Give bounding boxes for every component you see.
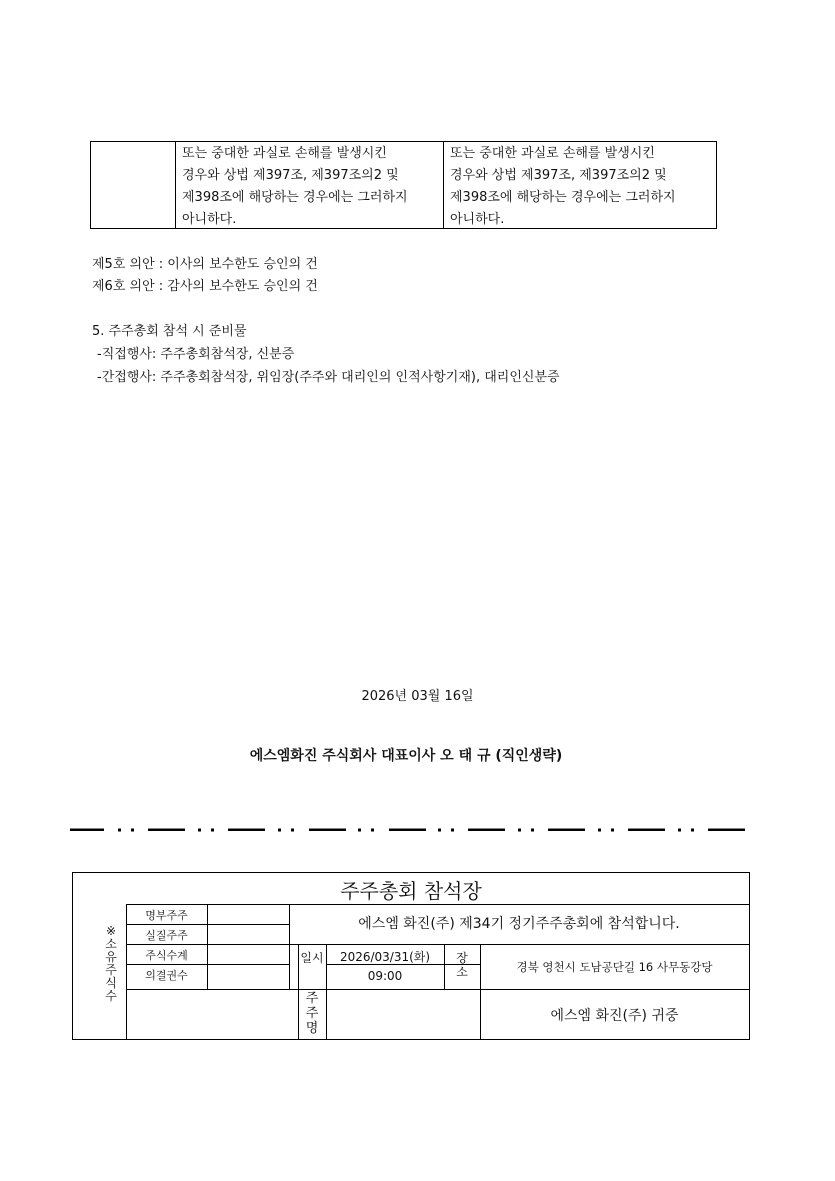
articles-comparison-table [90,141,717,229]
ticket-title: 주주총회 참석장 [340,879,482,903]
place-label: 장소 [456,951,468,979]
shareholder-name-field [327,990,479,1038]
table-cell-amended [444,142,716,228]
attendance-statement: 에스엠 화진(주) 제34기 정기주주총회에 참석합니다. [358,916,680,932]
addressee: 에스엠 화진(주) 귀중 [550,1008,679,1024]
table-text-line: 경우와 상법 제397조, 제397조의2 및 [182,168,399,183]
shares-owned-label: ※소유주식수 [105,924,117,1003]
prep-direct: -직접행사: 주주총회참석장, 신분증 [97,347,295,362]
prep-indirect: -간접행사: 주주총회참석장, 위임장(주주와 대리인의 인적사항기재), 대리인신분증 [97,370,560,385]
meeting-date: 2026/03/31(화) [339,950,431,964]
admission-ticket [72,872,750,1040]
meeting-time: 09:00 [367,969,403,983]
meeting-place: 경북 영천시 도남공단길 16 사무동강당 [516,960,713,974]
shareholder-name-label: 주주명 [305,991,319,1036]
table-label-cell [91,142,176,228]
table-text-line: 또는 중대한 과실로 손해를 발생시킨 [450,146,655,161]
company-signature: 에스엠화진 주식회사 대표이사 오 태 규 (직인생략) [249,748,563,764]
notice-date: 2026년 03월 16일 [361,689,474,704]
cut-line [70,826,746,834]
agenda-item-5: 제5호 의안 : 이사의 보수한도 승인의 건 [92,257,318,272]
voting-rights-label: 의결권수 [145,969,188,982]
registered-shareholder-label: 명부주주 [145,909,188,922]
agenda-item-6: 제6호 의안 : 감사의 보수한도 승인의 건 [92,279,318,294]
datetime-label: 일시 [300,951,324,965]
table-text-line: 아니하다. [450,212,505,227]
table-text-line: 제398조에 해당하는 경우에는 그러하지 [182,190,408,205]
table-cell-current [176,142,444,228]
table-text-line: 아니하다. [182,212,237,227]
beneficial-shareholder-label: 실질주주 [145,929,188,942]
table-text-line: 또는 중대한 과실로 손해를 발생시킨 [182,146,387,161]
table-text-line: 경우와 상법 제397조, 제397조의2 및 [450,168,667,183]
total-shares-label: 주식수계 [145,949,188,962]
prep-heading: 5. 주주총회 참석 시 준비물 [92,324,247,339]
table-text-line: 제398조에 해당하는 경우에는 그러하지 [450,190,676,205]
